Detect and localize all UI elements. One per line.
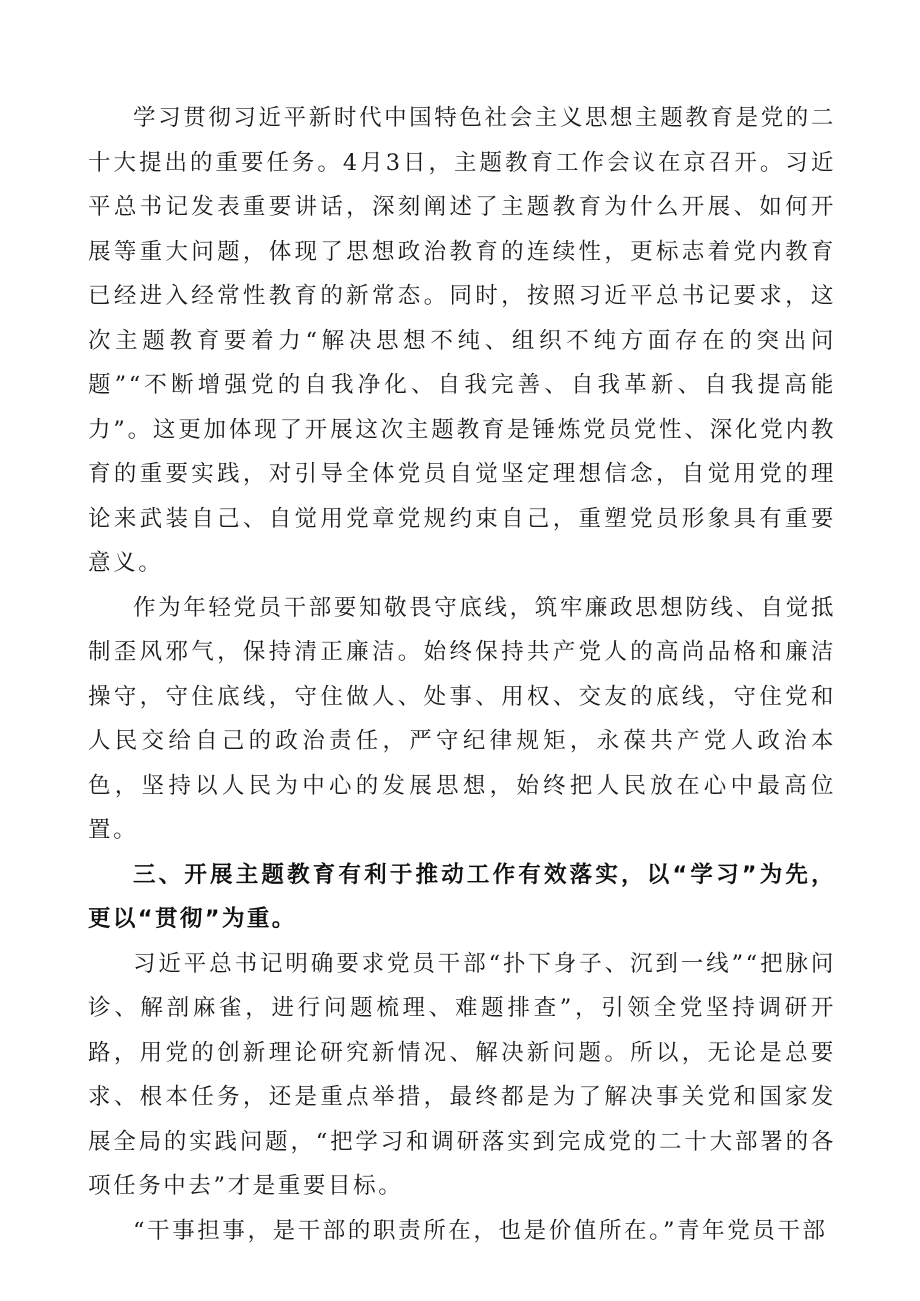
document-body xyxy=(88,96,836,1253)
paragraph-research-practice: 习近平总书记明确要求党员干部“扑下身子、沉到一线”“把脉问诊、解剖麻雀，进行问题梳理、难题排查”，引领全党坚持调研开路，用党的创新理论研究新情况、解决新问题。所以，无论是总要求、根本任务，还是重点举措，最终都是为了解决事关党和国家发展全局的实践问题，“把学习和调研落实到完成党的二十大部署的各项任务中去”才是重要目标。 xyxy=(88,950,836,1199)
paragraph-young-cadres-integrity: 作为年轻党员干部要知敬畏守底线，筑牢廉政思想防线、自觉抵制歪风邪气，保持清正廉洁。始终保持共产党人的高尚品格和廉洁操守，守住底线，守住做人、处事、用权、交友的底线，守住党和人民交给自己的政治责任，严守纪律规矩，永葆共产党人政治本色，坚持以人民为中心的发展思想，始终把人民放在心中最高位置。 xyxy=(88,594,836,843)
paragraph-responsibility: “干事担事，是干部的职责所在，也是价值所在。”青年党员干部 xyxy=(133,1217,828,1244)
section-heading-three: 三、开展主题教育有利于推动工作有效落实，以“学习”为先，更以“贯彻”为重。 xyxy=(88,861,836,932)
paragraph-theme-education: 学习贯彻习近平新时代中国特色社会主义思想主题教育是党的二十大提出的重要任务。4月3日，主题教育工作会议在京召开。习近平总书记发表重要讲话，深刻阐述了主题教育为什么开展、如何开展等重大问题，体现了思想政治教育的连续性，更标志着党内教育已经进入经常性教育的新常态。同时，按照习近平总书记要求，这次主题教育要着力“解决思想不纯、组织不纯方面存在的突出问题”“不断增强党的自我净化、自我完善、自我革新、自我提高能力”。这更加体现了开展这次主题教育是锤炼党员党性、深化党内教育的重要实践，对引导全体党员自觉坚定理想信念，自觉用党的理论来武装自己、自觉用党章党规约束自己，重塑党员形象具有重要意义。 xyxy=(88,105,836,576)
